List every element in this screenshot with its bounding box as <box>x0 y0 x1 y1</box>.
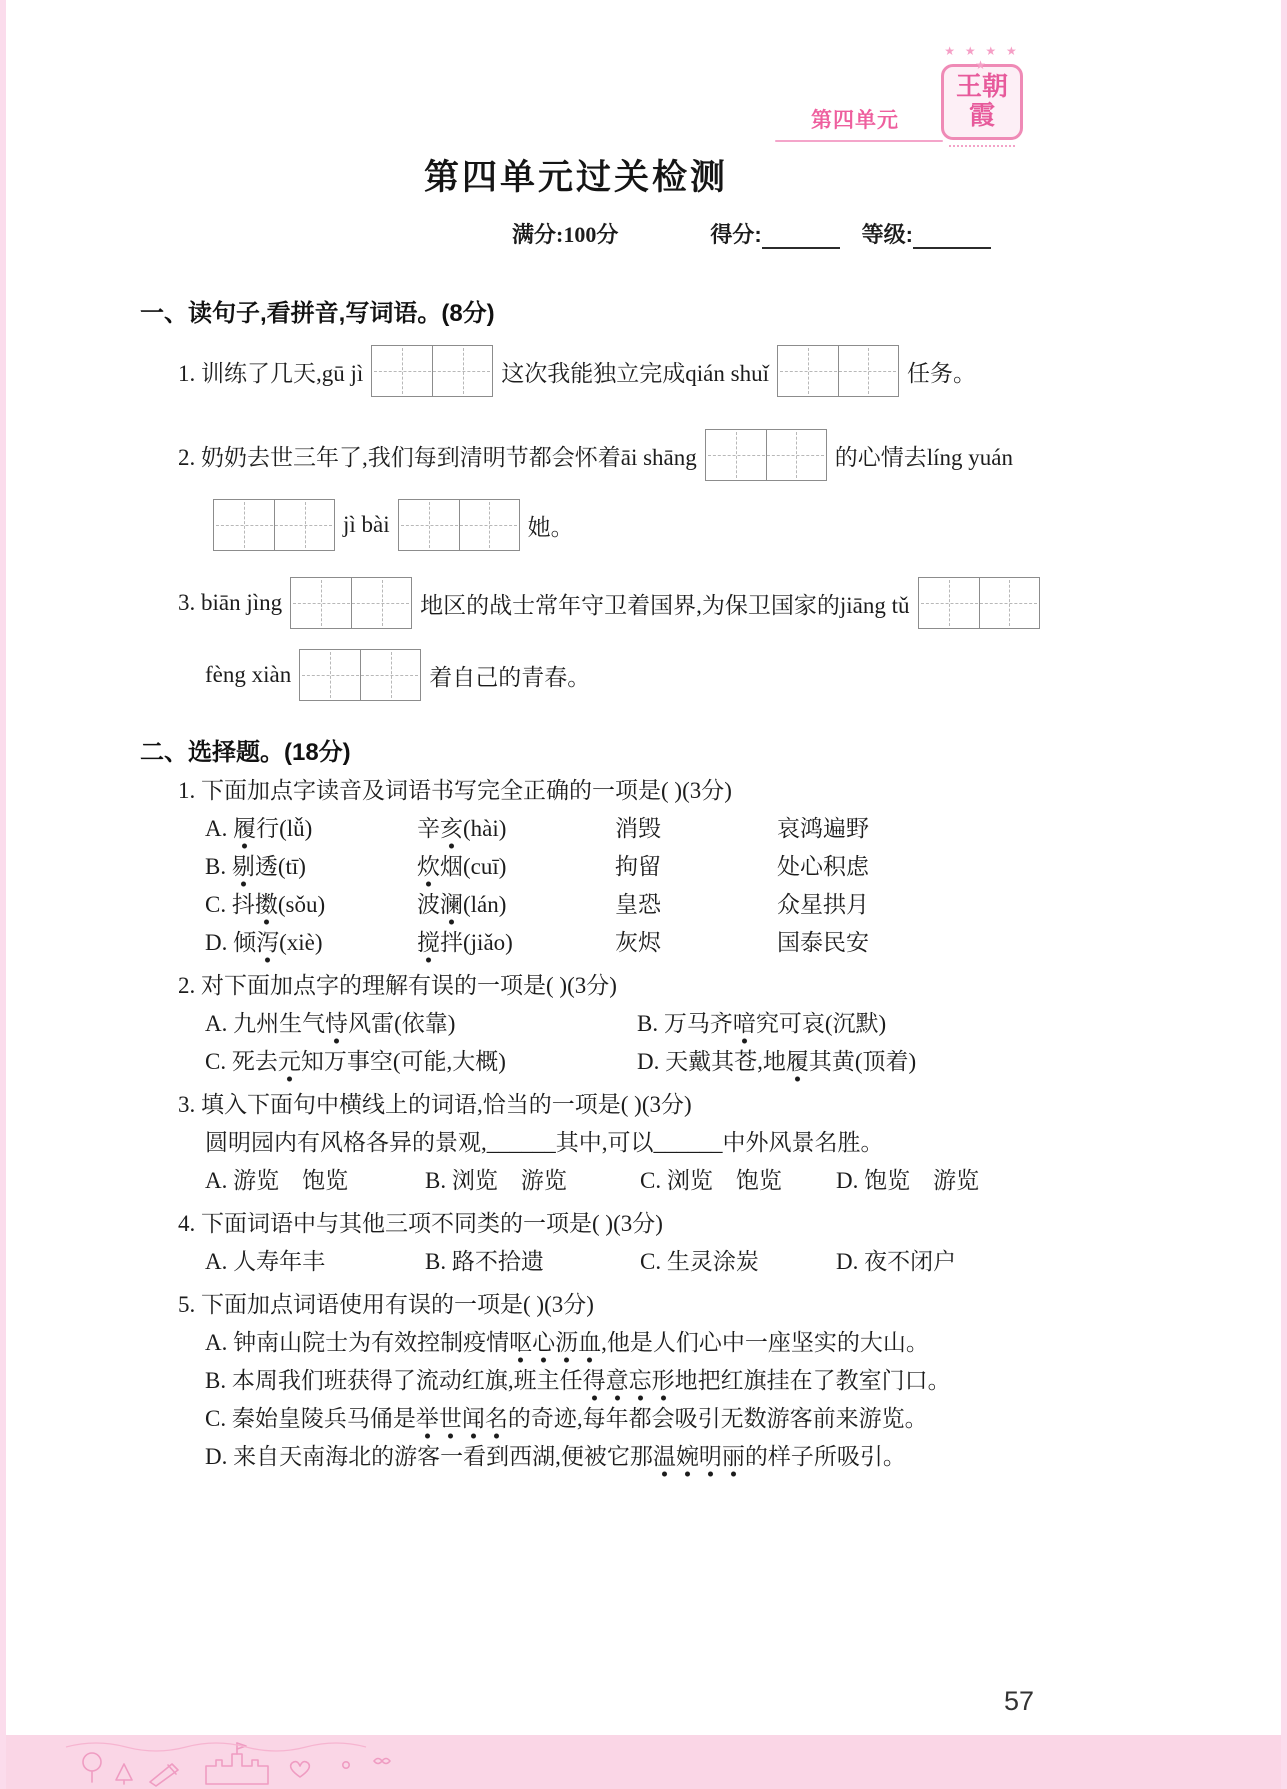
brand-mark <box>940 44 1024 147</box>
option-cell: B. 浏览 游览 <box>425 1168 567 1193</box>
score-row <box>512 218 1012 249</box>
writing-cell <box>300 650 360 700</box>
item-text: 这次我能独立完成qián shuǐ <box>501 360 769 386</box>
option-cell: A. 九州生气恃风雷(依靠) <box>205 1005 637 1043</box>
grade-label: 等级: <box>861 222 913 247</box>
writing-cell <box>372 346 432 396</box>
unit-label-text: 第四单元 <box>811 109 899 132</box>
full-score-label: 满分:100分 <box>512 222 619 247</box>
q5-stem: 5. 下面加点词语使用有误的一项是( )(3分) <box>178 1292 594 1317</box>
option-cell: B. 万马齐喑究可哀(沉默) <box>637 1005 1012 1043</box>
option-cell: 灰烬 <box>615 930 661 955</box>
writing-cell <box>274 500 334 550</box>
option-cell: 辛亥(hài) <box>417 810 615 848</box>
option-cell: D. 夜不闭户 <box>836 1249 957 1274</box>
item-text: 1. 训练了几天,gū jì <box>178 360 364 386</box>
q3-sentence: 圆明园内有风格各异的景观,______其中,可以______中外风景名胜。 <box>205 1130 884 1155</box>
writing-box <box>299 649 421 701</box>
q5-option-a: A. 钟南山院士为有效控制疫情呕心沥血,他是人们心中一座坚实的大山。 <box>140 1324 1012 1362</box>
writing-box <box>290 577 412 629</box>
option-cell: C. 死去元知万事空(可能,大概) <box>205 1043 637 1081</box>
option-cell: D. 天戴其苍,地履其黄(顶着) <box>637 1043 1012 1081</box>
item-text: jì bài <box>343 512 390 537</box>
q2-options <box>140 1005 1012 1081</box>
option-cell: 拘留 <box>615 854 661 879</box>
item-text: 任务。 <box>906 360 976 386</box>
writing-cell <box>432 346 492 396</box>
option-cell: B. 路不拾遗 <box>425 1249 544 1274</box>
writing-cell <box>778 346 838 396</box>
unit-label <box>811 104 899 134</box>
writing-box <box>918 577 1040 629</box>
seal-underline <box>949 145 1015 147</box>
writing-cell <box>214 500 274 550</box>
option-cell: 波澜(lán) <box>417 886 615 924</box>
item-text: 她。 <box>527 514 574 540</box>
q1-stem: 1. 下面加点字读音及词语书写完全正确的一项是( )(3分) <box>178 778 732 803</box>
pinyin-item-2-line-2 <box>140 494 1012 556</box>
page-edge-right <box>1281 0 1287 1789</box>
q3-options <box>140 1162 1012 1200</box>
option-cell: 国泰民安 <box>777 930 869 955</box>
writing-cell <box>766 430 826 480</box>
footer-doodles-icon <box>64 1735 494 1789</box>
writing-cell <box>459 500 519 550</box>
writing-cell <box>838 346 898 396</box>
pinyin-item-3-line-1 <box>140 572 1012 634</box>
option-cell: A. 人寿年丰 <box>205 1249 326 1274</box>
writing-cell <box>351 578 411 628</box>
grade-blank <box>913 243 991 249</box>
footer-band <box>0 1735 1287 1789</box>
option-cell: 消毁 <box>615 816 661 841</box>
option-cell: D. 饱览 游览 <box>836 1168 980 1193</box>
pinyin-item-1 <box>140 340 1012 402</box>
q5-option-d: D. 来自天南海北的游客一看到西湖,便被它那温婉明丽的样子所吸引。 <box>140 1438 1012 1476</box>
writing-box <box>398 499 520 551</box>
q3-stem: 3. 填入下面句中横线上的词语,恰当的一项是( )(3分) <box>178 1092 692 1117</box>
writing-box <box>705 429 827 481</box>
writing-cell <box>399 500 459 550</box>
writing-box <box>213 499 335 551</box>
writing-cell <box>706 430 766 480</box>
score-blank <box>762 243 840 249</box>
option-cell: A. 游览 饱览 <box>205 1168 349 1193</box>
item-text: 2. 奶奶去世三年了,我们每到清明节都会怀着āi shāng <box>178 444 697 470</box>
writing-cell <box>360 650 420 700</box>
writing-box <box>777 345 899 397</box>
option-cell: 皇恐 <box>615 892 661 917</box>
option-cell: 哀鸿遍野 <box>777 816 869 841</box>
pinyin-item-2-line-1 <box>140 424 1012 486</box>
unit-underline <box>775 140 943 142</box>
score-label: 得分: <box>710 222 762 247</box>
item-text: 的心情去líng yuán <box>834 444 1014 470</box>
q4-options <box>140 1243 1012 1281</box>
q5-option-c: C. 秦始皇陵兵马俑是举世闻名的奇迹,每年都会吸引无数游客前来游览。 <box>140 1400 1012 1438</box>
brand-seal: 王朝霞 <box>941 64 1023 140</box>
q4-stem: 4. 下面词语中与其他三项不同类的一项是( )(3分) <box>178 1211 663 1236</box>
pinyin-item-3-line-2 <box>140 644 1012 706</box>
page-number: 57 <box>1003 1686 1034 1716</box>
page-title: 第四单元过关检测 <box>423 158 728 197</box>
writing-cell <box>291 578 351 628</box>
option-cell: 搅拌(jiǎo) <box>417 924 615 962</box>
section1-heading: 一、读句子,看拼音,写词语。(8分) <box>140 300 495 327</box>
item-text: 着自己的青春。 <box>429 664 591 690</box>
option-cell: C. 浏览 饱览 <box>640 1168 782 1193</box>
option-cell: 处心积虑 <box>777 854 869 879</box>
section2-heading: 二、选择题。(18分) <box>140 739 351 766</box>
option-cell: D. 倾泻(xiè) <box>205 924 417 962</box>
option-cell: 众星拱月 <box>777 892 869 917</box>
q2-stem: 2. 对下面加点字的理解有误的一项是( )(3分) <box>178 973 617 998</box>
writing-cell <box>979 578 1039 628</box>
page-edge-left <box>0 0 6 1789</box>
item-text: 地区的战士常年守卫着国界,为保卫国家的jiāng tǔ <box>420 592 910 618</box>
writing-box <box>371 345 493 397</box>
item-text: fèng xiàn <box>205 662 292 687</box>
stars-icon: ★ ★ ★ ★ ★ <box>944 44 1020 72</box>
option-cell: 炊烟(cuī) <box>417 848 615 886</box>
option-cell: A. 履行(lǚ) <box>205 810 417 848</box>
option-cell: B. 剔透(tī) <box>205 848 417 886</box>
writing-cell <box>919 578 979 628</box>
worksheet-content <box>140 0 1012 1476</box>
option-cell: C. 抖擞(sǒu) <box>205 886 417 924</box>
q5-option-b: B. 本周我们班获得了流动红旗,班主任得意忘形地把红旗挂在了教室门口。 <box>140 1362 1012 1400</box>
option-cell: C. 生灵涂炭 <box>640 1249 759 1274</box>
q1-options <box>140 810 1012 962</box>
item-text: 3. biān jìng <box>178 590 283 615</box>
